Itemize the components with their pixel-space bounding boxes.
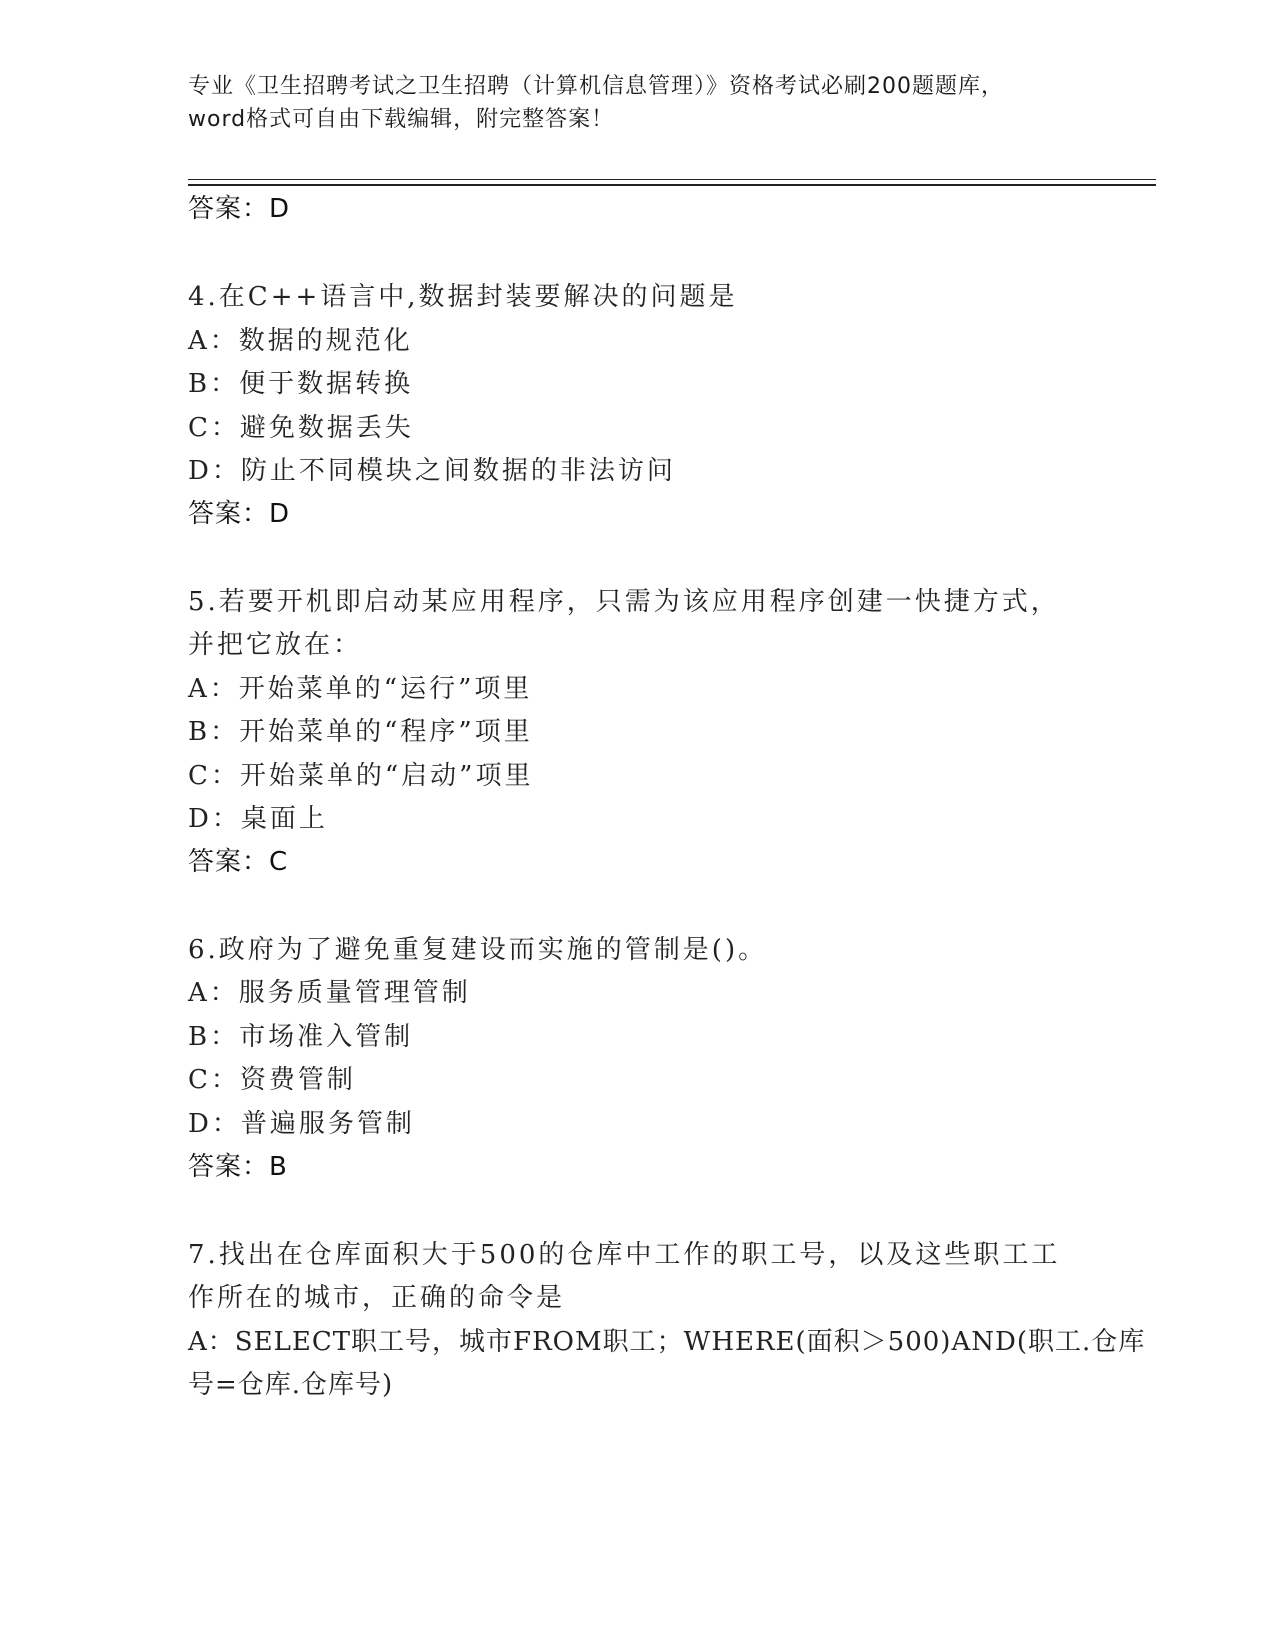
answer-line: 答案：D xyxy=(188,499,291,529)
option-d: D：普遍服务管制 xyxy=(188,1109,415,1139)
option-c: C：资费管制 xyxy=(188,1065,356,1095)
answer-line: 答案：C xyxy=(188,847,289,877)
question-stem: 5.若要开机即启动某应用程序，只需为该应用程序创建一快捷方式， xyxy=(188,587,1060,617)
option-a: A：开始菜单的“运行”项里 xyxy=(188,674,533,704)
option-b: B：开始菜单的“程序”项里 xyxy=(188,717,533,747)
option-c: C：避免数据丢失 xyxy=(188,413,414,443)
option-a: A：SELECT职工号，城市FROM职工；WHERE(面积＞500)AND(职工.仓库 xyxy=(188,1327,1146,1357)
header-divider-thick xyxy=(188,184,1156,186)
option-b: B：便于数据转换 xyxy=(188,369,414,399)
option-c: C：开始菜单的“启动”项里 xyxy=(188,761,534,791)
question-stem: 6.政府为了避免重复建设而实施的管制是()。 xyxy=(188,935,768,965)
question-stem: 7.找出在仓库面积大于500的仓库中工作的职工号，以及这些职工工 xyxy=(188,1240,1061,1270)
answer-line: 答案：D xyxy=(188,194,291,224)
header-line-2: word格式可自由下载编辑，附完整答案！ xyxy=(188,107,615,132)
header-divider xyxy=(188,179,1156,180)
option-d: D：防止不同模块之间数据的非法访问 xyxy=(188,456,676,486)
option-a: A：数据的规范化 xyxy=(188,326,413,356)
answer-line: 答案：B xyxy=(188,1152,288,1182)
document-header xyxy=(188,70,1088,136)
question-stem: 4.在C++语言中,数据封装要解决的问题是 xyxy=(188,282,738,312)
header-line-1: 专业《卫生招聘考试之卫生招聘（计算机信息管理）》资格考试必刷200题题库， xyxy=(188,74,1004,99)
option-d: D：桌面上 xyxy=(188,804,328,834)
question-stem-cont: 作所在的城市，正确的命令是 xyxy=(188,1283,566,1313)
option-b: B：市场准入管制 xyxy=(188,1022,414,1052)
option-a: A：服务质量管理管制 xyxy=(188,978,471,1008)
option-a-cont: 号=仓库.仓库号) xyxy=(188,1370,394,1400)
question-stem-cont: 并把它放在： xyxy=(188,630,363,660)
